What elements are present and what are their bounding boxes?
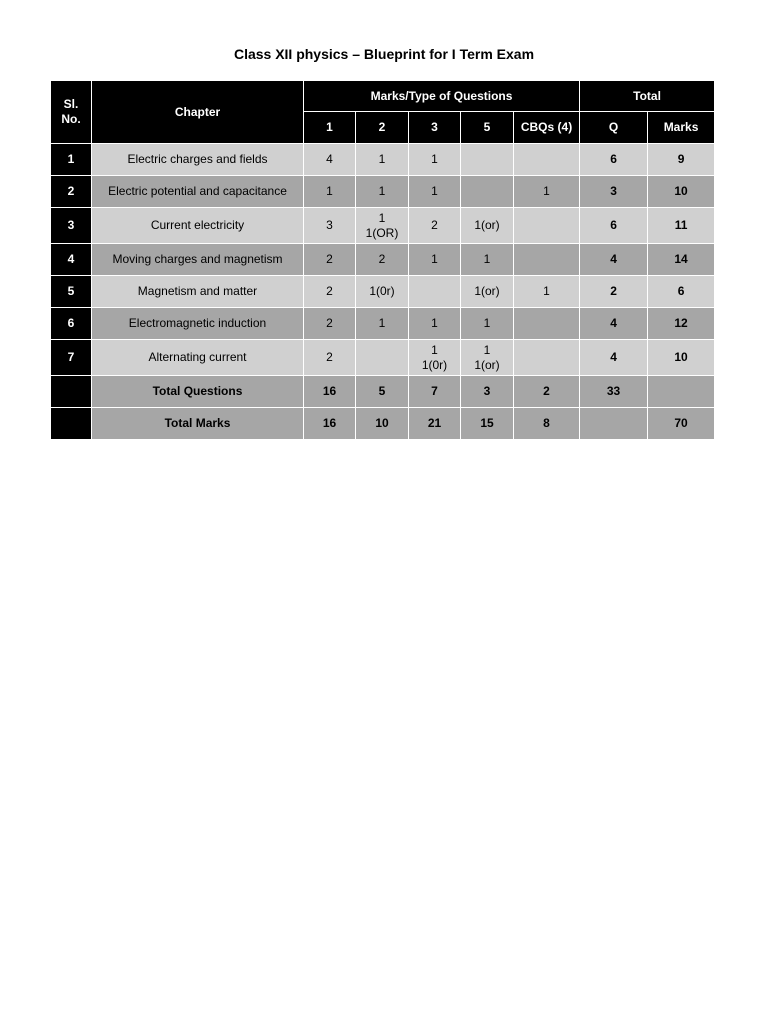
total-marks-cbq: 8 [514, 408, 580, 440]
header-col-marks: Marks [648, 112, 715, 144]
row-m5 [461, 176, 514, 208]
total-marks-m1: 16 [304, 408, 356, 440]
total-questions-m1: 16 [304, 376, 356, 408]
row-sl: 7 [51, 340, 92, 376]
row-cbq [514, 308, 580, 340]
total-questions-m3: 7 [409, 376, 461, 408]
row-cbq [514, 208, 580, 244]
table-row [51, 340, 715, 376]
row-sl: 4 [51, 244, 92, 276]
row-m2: 1(0r) [356, 276, 409, 308]
row-m3: 2 [409, 208, 461, 244]
row-m3 [409, 276, 461, 308]
total-marks-marks: 70 [648, 408, 715, 440]
row-sl: 6 [51, 308, 92, 340]
header-col-5: 5 [461, 112, 514, 144]
row-m1: 4 [304, 144, 356, 176]
row-marks: 10 [648, 340, 715, 376]
row-m2 [356, 208, 409, 244]
row-q: 4 [580, 244, 648, 276]
total-questions-q: 33 [580, 376, 648, 408]
row-m2: 2 [356, 244, 409, 276]
row-m5-line1: 1 [483, 342, 491, 357]
row-chapter: Alternating current [92, 340, 304, 376]
row-chapter: Moving charges and magnetism [92, 244, 304, 276]
table-row [51, 176, 715, 208]
row-sl: 3 [51, 208, 92, 244]
total-questions-row [51, 376, 715, 408]
row-m5 [461, 340, 514, 376]
blueprint-table [50, 80, 715, 440]
total-marks-row [51, 408, 715, 440]
row-sl: 5 [51, 276, 92, 308]
header-col-cbq: CBQs (4) [514, 112, 580, 144]
row-q: 4 [580, 308, 648, 340]
row-marks: 10 [648, 176, 715, 208]
total-marks-m3: 21 [409, 408, 461, 440]
total-questions-sl [51, 376, 92, 408]
header-col-3: 3 [409, 112, 461, 144]
table-row [51, 276, 715, 308]
row-m2: 1 [356, 308, 409, 340]
total-questions-cbq: 2 [514, 376, 580, 408]
total-marks-sl [51, 408, 92, 440]
row-m5-line2: 1(or) [474, 357, 500, 372]
row-m3: 1 [409, 244, 461, 276]
row-m3-line2: 1(0r) [421, 357, 448, 372]
total-questions-label: Total Questions [92, 376, 304, 408]
row-m3: 1 [409, 144, 461, 176]
row-cbq: 1 [514, 176, 580, 208]
total-marks-m2: 10 [356, 408, 409, 440]
total-questions-marks [648, 376, 715, 408]
row-m1: 2 [304, 308, 356, 340]
row-m1: 1 [304, 176, 356, 208]
header-total: Total [580, 81, 715, 112]
row-m1: 2 [304, 244, 356, 276]
row-m3-line1: 1 [431, 342, 438, 357]
row-cbq [514, 340, 580, 376]
row-cbq [514, 144, 580, 176]
header-chapter: Chapter [92, 81, 304, 144]
row-m1: 2 [304, 276, 356, 308]
row-chapter: Current electricity [92, 208, 304, 244]
row-m1: 2 [304, 340, 356, 376]
table-row [51, 144, 715, 176]
header-marks-type: Marks/Type of Questions [304, 81, 580, 112]
row-chapter: Magnetism and matter [92, 276, 304, 308]
table-row [51, 208, 715, 244]
row-m5: 1 [461, 308, 514, 340]
header-sl-no: Sl. No. [51, 81, 92, 144]
row-q: 6 [580, 208, 648, 244]
row-marks: 9 [648, 144, 715, 176]
row-m2-line2: 1(OR) [365, 225, 399, 240]
row-m3 [409, 340, 461, 376]
total-marks-label: Total Marks [92, 408, 304, 440]
row-marks: 6 [648, 276, 715, 308]
row-m5: 1 [461, 244, 514, 276]
header-col-1: 1 [304, 112, 356, 144]
row-marks: 14 [648, 244, 715, 276]
row-m1: 3 [304, 208, 356, 244]
row-m2: 1 [356, 144, 409, 176]
row-m5: 1(or) [461, 208, 514, 244]
total-marks-m5: 15 [461, 408, 514, 440]
row-cbq [514, 244, 580, 276]
row-sl: 1 [51, 144, 92, 176]
header-col-q: Q [580, 112, 648, 144]
total-questions-m5: 3 [461, 376, 514, 408]
page-title: Class XII physics – Blueprint for I Term Exam [233, 46, 535, 62]
table-row [51, 308, 715, 340]
header-col-2: 2 [356, 112, 409, 144]
row-q: 2 [580, 276, 648, 308]
row-q: 4 [580, 340, 648, 376]
row-m5: 1(or) [461, 276, 514, 308]
row-chapter: Electric charges and fields [92, 144, 304, 176]
row-sl: 2 [51, 176, 92, 208]
total-questions-m2: 5 [356, 376, 409, 408]
row-m2: 1 [356, 176, 409, 208]
row-cbq: 1 [514, 276, 580, 308]
row-q: 6 [580, 144, 648, 176]
row-marks: 11 [648, 208, 715, 244]
row-q: 3 [580, 176, 648, 208]
row-chapter: Electromagnetic induction [92, 308, 304, 340]
table-row [51, 244, 715, 276]
row-marks: 12 [648, 308, 715, 340]
row-m3: 1 [409, 308, 461, 340]
row-m5 [461, 144, 514, 176]
row-chapter: Electric potential and capacitance [92, 176, 304, 208]
total-marks-q [580, 408, 648, 440]
row-m2 [356, 340, 409, 376]
row-m2-line1: 1 [378, 210, 386, 225]
row-m3: 1 [409, 176, 461, 208]
